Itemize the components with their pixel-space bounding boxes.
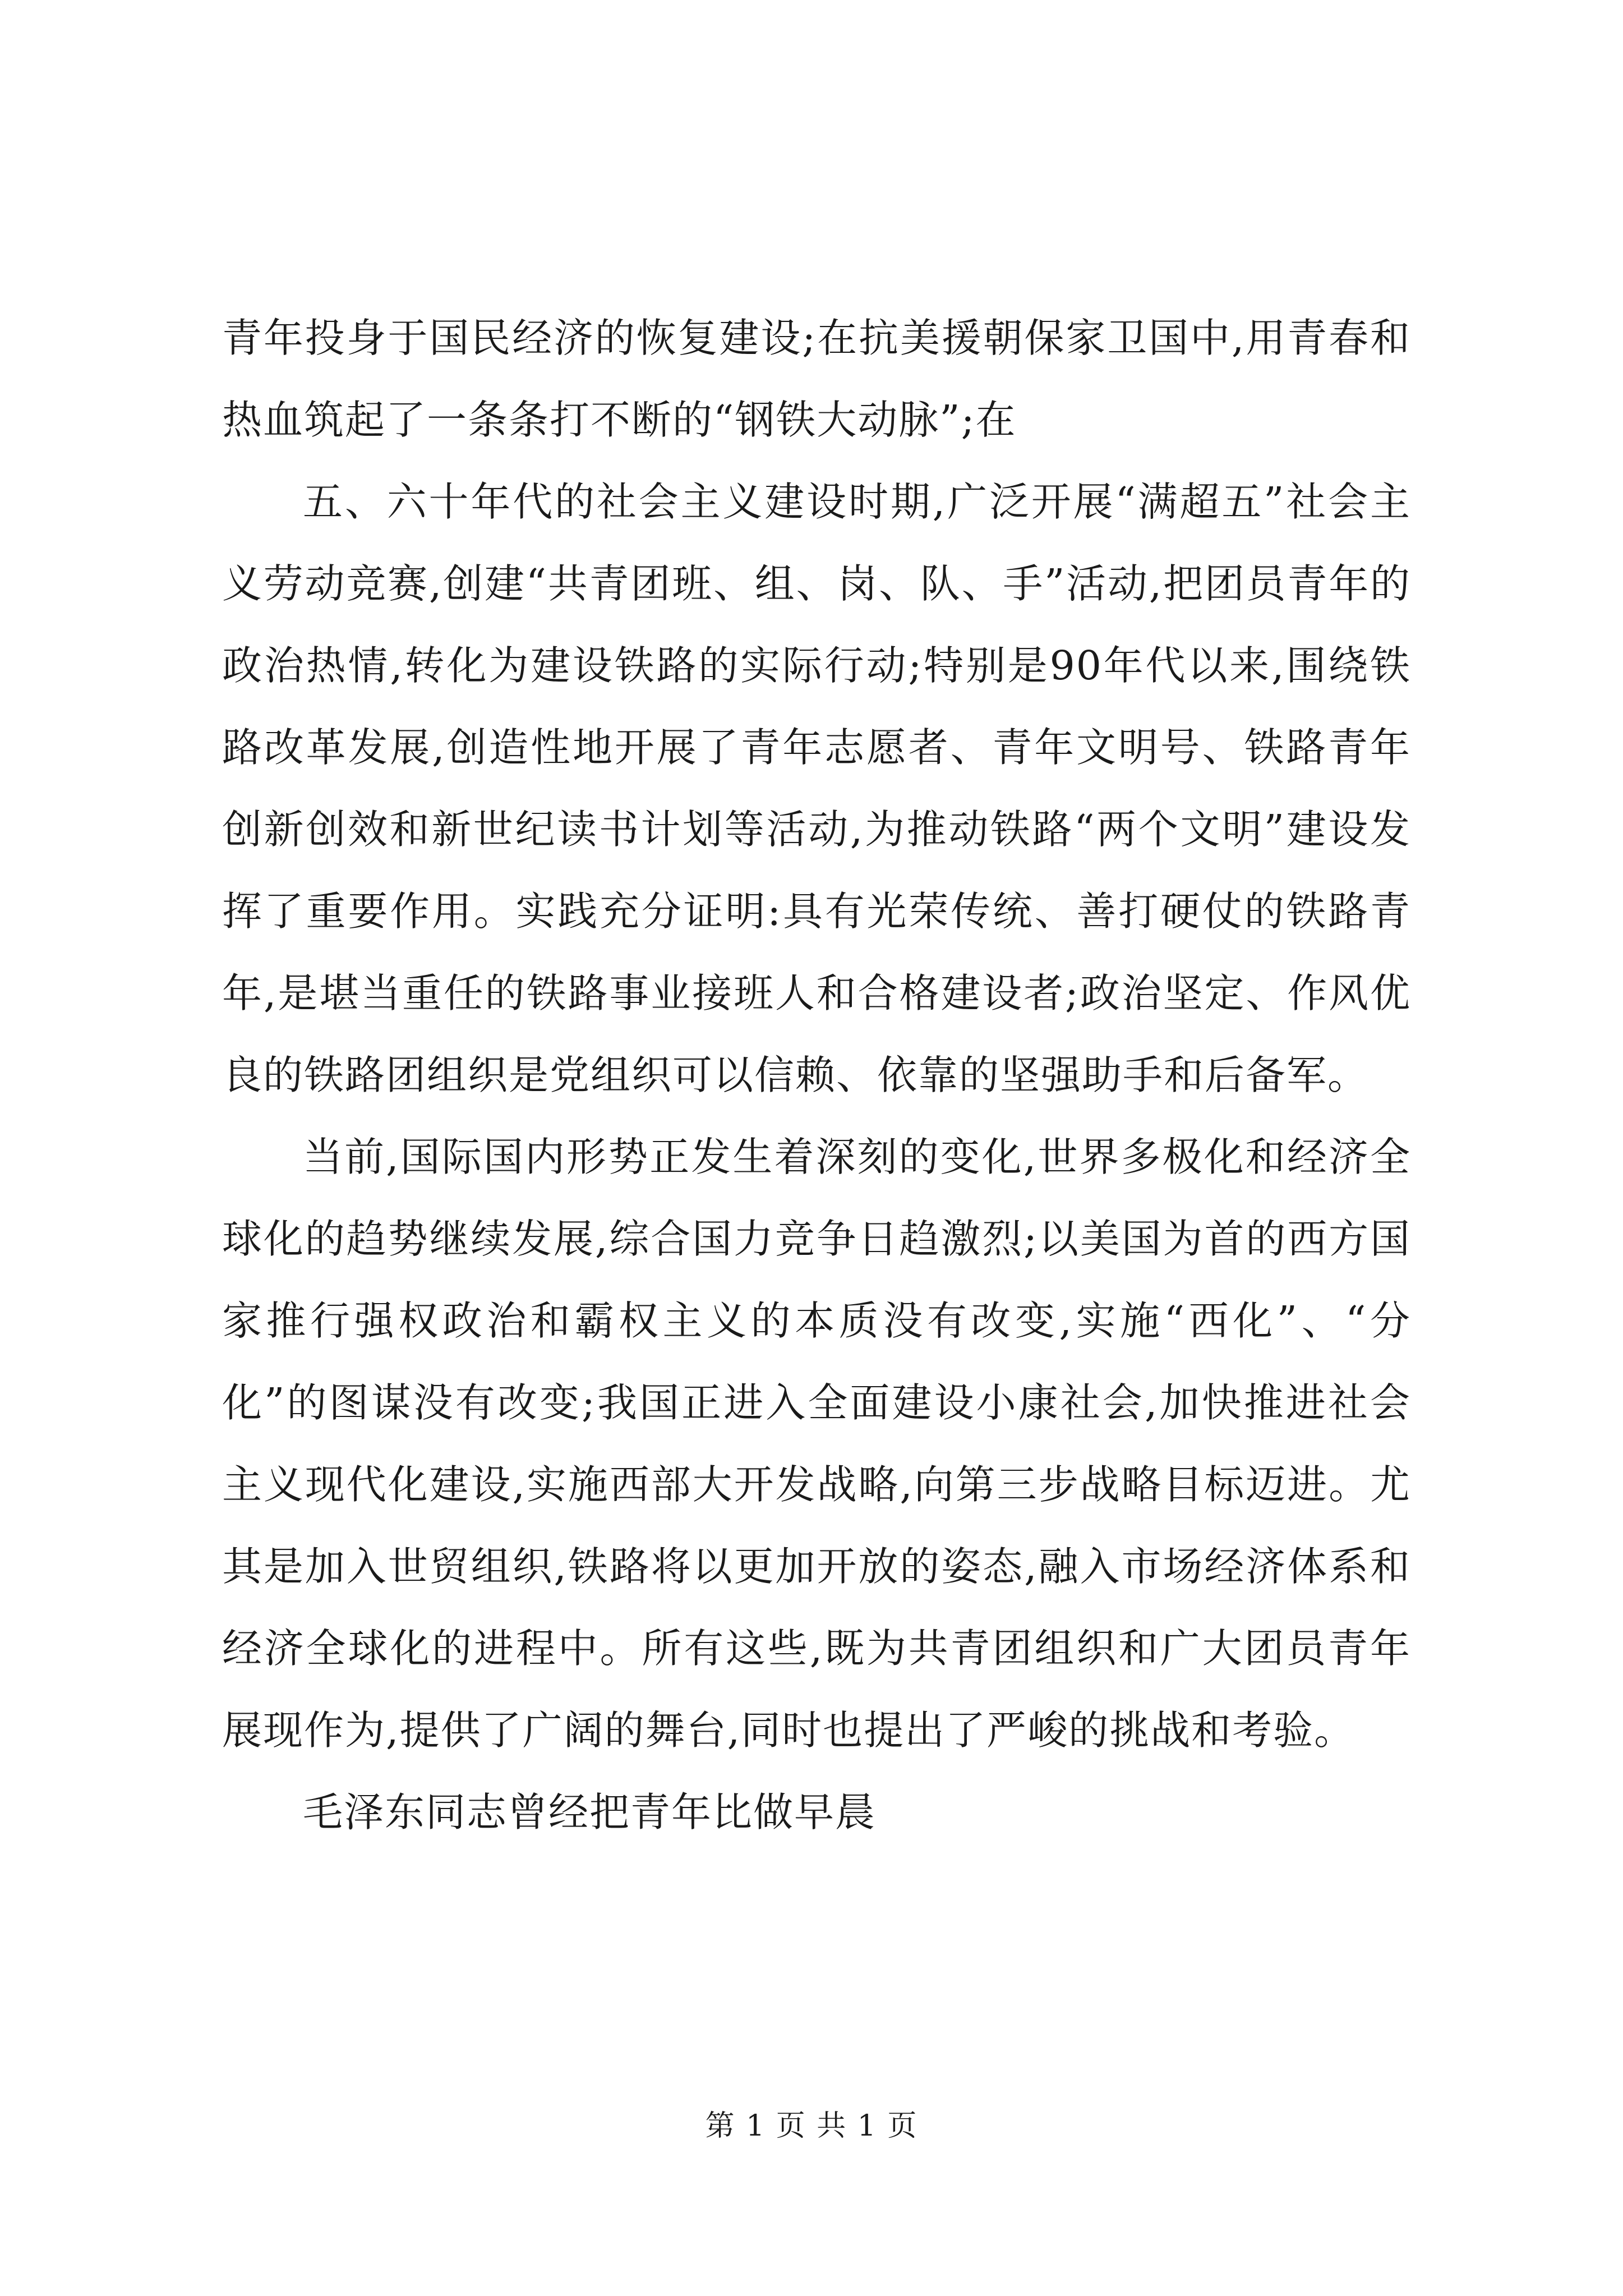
document-body	[222, 297, 1411, 1853]
paragraph-2: 五、六十年代的社会主义建设时期,广泛开展“满超五”社会主义劳动竞赛,创建“共青团班、组、岗、队、手”活动,把团员青年的政治热情,转化为建设铁路的实际行动;特别是90年代以来,围绕铁路改革发展,创造性地开展了青年志愿者、青年文明号、铁路青年创新创效和新世纪读书计划等活动,为推动铁路“两个文明”建设发挥了重要作用。实践充分证明:具有光荣传统、善打硬仗的铁路青年,是堪当重任的铁路事业接班人和合格建设者;政治坚定、作风优良的铁路团组织是党组织可以信赖、依靠的坚强助手和后备军。	[222, 478, 1411, 1098]
page-footer	[0, 2106, 1623, 2146]
page-number-label: 第 1 页 共 1 页	[705, 2109, 918, 2143]
paragraph-1: 青年投身于国民经济的恢复建设;在抗美援朝保家卫国中,用青春和热血筑起了一条条打不断的“钢铁大动脉”;在	[222, 315, 1411, 443]
paragraph-3: 当前,国际国内形势正发生着深刻的变化,世界多极化和经济全球化的趋势继续发展,综合国力竞争日趋激烈;以美国为首的西方国家推行强权政治和霸权主义的本质没有改变,实施“西化”、“分化”的图谋没有改变;我国正进入全面建设小康社会,加快推进社会主义现代化建设,实施西部大开发战略,向第三步战略目标迈进。尤其是加入世贸组织,铁路将以更加开放的姿态,融入市场经济体系和经济全球化的进程中。所有这些,既为共青团组织和广大团员青年展现作为,提供了广阔的舞台,同时也提出了严峻的挑战和考验。	[222, 1134, 1411, 1754]
paragraph-4: 毛泽东同志曾经把青年比做早晨	[303, 1789, 877, 1835]
